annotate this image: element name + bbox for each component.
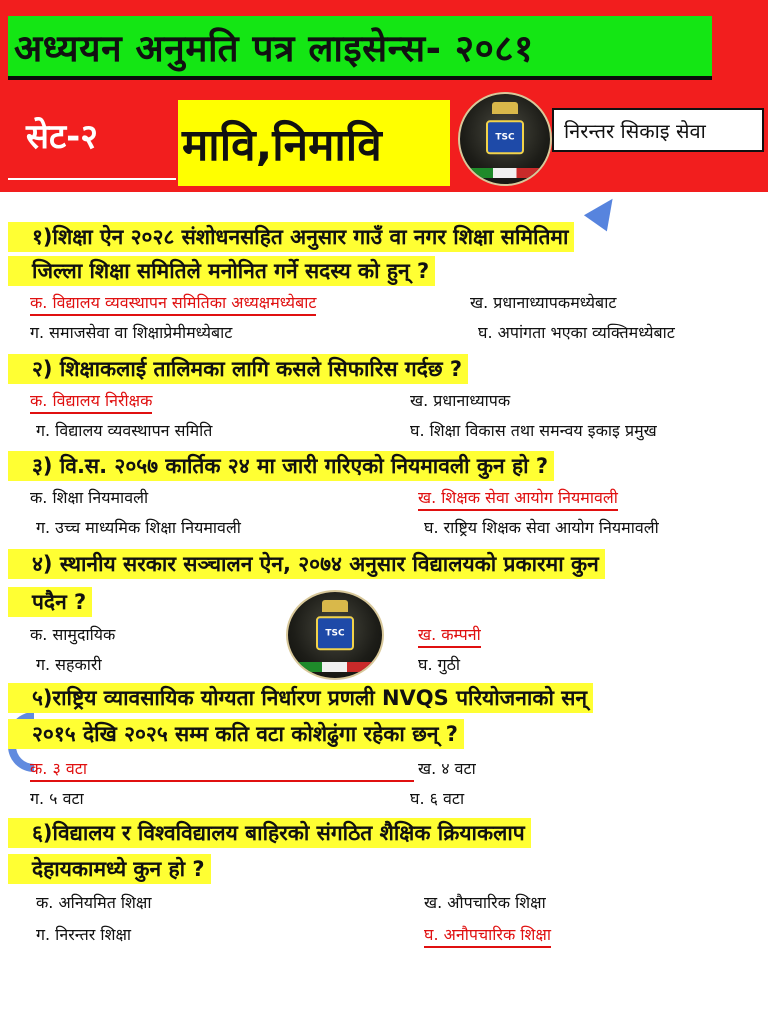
q6-option-gha: घ. अनौपचारिक शिक्षा xyxy=(424,924,551,948)
set-underline xyxy=(8,178,176,180)
q6-option-ga: ग. निरन्तर शिक्षा xyxy=(36,925,132,944)
q1-option-ka: क. विद्यालय व्यवस्थापन समितिका अध्यक्षमध्येबाट xyxy=(30,292,316,316)
q5-option-ka: क. ३ वटा xyxy=(30,758,414,782)
question-4-line-1: ४) स्थानीय सरकार सञ्चालन ऐन, २०७४ अनुसार विद्यालयको प्रकारमा कुन xyxy=(8,549,605,579)
q3-option-gha: घ. राष्ट्रिय शिक्षक सेवा आयोग नियमावली xyxy=(424,518,659,537)
q4-option-ka: क. सामुदायिक xyxy=(30,625,116,644)
q2-option-ga: ग. विद्यालय व्यवस्थापन समिति xyxy=(36,421,213,440)
set-label: सेट-२ xyxy=(26,117,98,157)
crown-icon xyxy=(492,102,518,114)
question-5-line-1: ५)राष्ट्रिय व्यावसायिक योग्यता निर्धारण प्रणली NVQS परियोजनाको सन् xyxy=(8,683,593,713)
service-label: निरन्तर सिकाइ सेवा xyxy=(564,118,706,143)
q1-option-gha: घ. अपांगता भएका व्यक्तिमध्येबाट xyxy=(478,323,675,342)
q3-option-ka: क. शिक्षा नियमावली xyxy=(30,488,149,507)
q4-option-kha: ख. कम्पनी xyxy=(418,624,481,648)
q6-option-kha: ख. औपचारिक शिक्षा xyxy=(424,893,546,912)
q2-option-kha: ख. प्रधानाध्यापक xyxy=(410,391,511,410)
crown-icon xyxy=(322,600,348,612)
q2-option-ka: क. विद्यालय निरीक्षक xyxy=(30,390,152,414)
q5-option-ga: ग. ५ वटा xyxy=(30,789,84,808)
q3-option-ga: ग. उच्च माध्यमिक शिक्षा नियमावली xyxy=(36,518,241,537)
q1-option-ga: ग. समाजसेवा वा शिक्षाप्रेमीमध्येबाट xyxy=(30,323,233,342)
service-box xyxy=(552,108,764,152)
q4-option-gha: घ. गुठी xyxy=(418,655,461,674)
page-title: अध्ययन अनुमति पत्र लाइसेन्स- २०८१ xyxy=(14,26,534,70)
question-6-line-2: देहायकामध्ये कुन हो ? xyxy=(8,854,211,884)
flag-ribbon xyxy=(469,168,541,178)
question-2-line-1: २) शिक्षाकलाई तालिमका लागि कसले सिफारिस गर्दछ ? xyxy=(8,354,468,384)
book-crest-icon: TSC xyxy=(486,120,524,154)
level-box xyxy=(178,100,450,186)
level-label: मावि,निमावि xyxy=(182,120,382,171)
q4-option-ga: ग. सहकारी xyxy=(36,655,102,674)
q2-option-gha: घ. शिक्षा विकास तथा समन्वय इकाइ प्रमुख xyxy=(410,421,657,440)
question-1-line-2: जिल्ला शिक्षा समितिले मनोनित गर्ने सदस्य को हुन् ? xyxy=(8,256,435,286)
q5-option-gha: घ. ६ वटा xyxy=(410,789,465,808)
q3-option-kha: ख. शिक्षक सेवा आयोग नियमावली xyxy=(418,487,618,511)
title-box xyxy=(8,16,712,80)
q5-option-kha: ख. ४ वटा xyxy=(418,759,476,778)
q1-option-kha: ख. प्रधानाध्यापकमध्येबाट xyxy=(470,293,617,312)
question-6-line-1: ६)विद्यालय र विश्वविद्यालय बाहिरको संगठित शैक्षिक क्रियाकलाप xyxy=(8,818,531,848)
tsc-watermark-logo xyxy=(286,590,384,680)
question-5-line-2: २०१५ देखि २०२५ सम्म कति वटा कोशेढुंगा रहेका छन् ? xyxy=(8,719,464,749)
question-3-line-1: ३) वि.स. २०५७ कार्तिक २४ मा जारी गरिएको नियमावली कुन हो ? xyxy=(8,451,554,481)
flag-ribbon xyxy=(297,662,372,672)
book-crest-icon: TSC xyxy=(316,616,354,650)
question-4-line-2: पदैन ? xyxy=(8,587,92,617)
q6-option-ka: क. अनियमित शिक्षा xyxy=(36,893,152,912)
question-1-line-1: १)शिक्षा ऐन २०२८ संशोधनसहित अनुसार गाउँ वा नगर शिक्षा समितिमा xyxy=(8,222,574,252)
arrow-decoration-icon xyxy=(584,191,624,232)
tsc-logo xyxy=(458,92,552,186)
